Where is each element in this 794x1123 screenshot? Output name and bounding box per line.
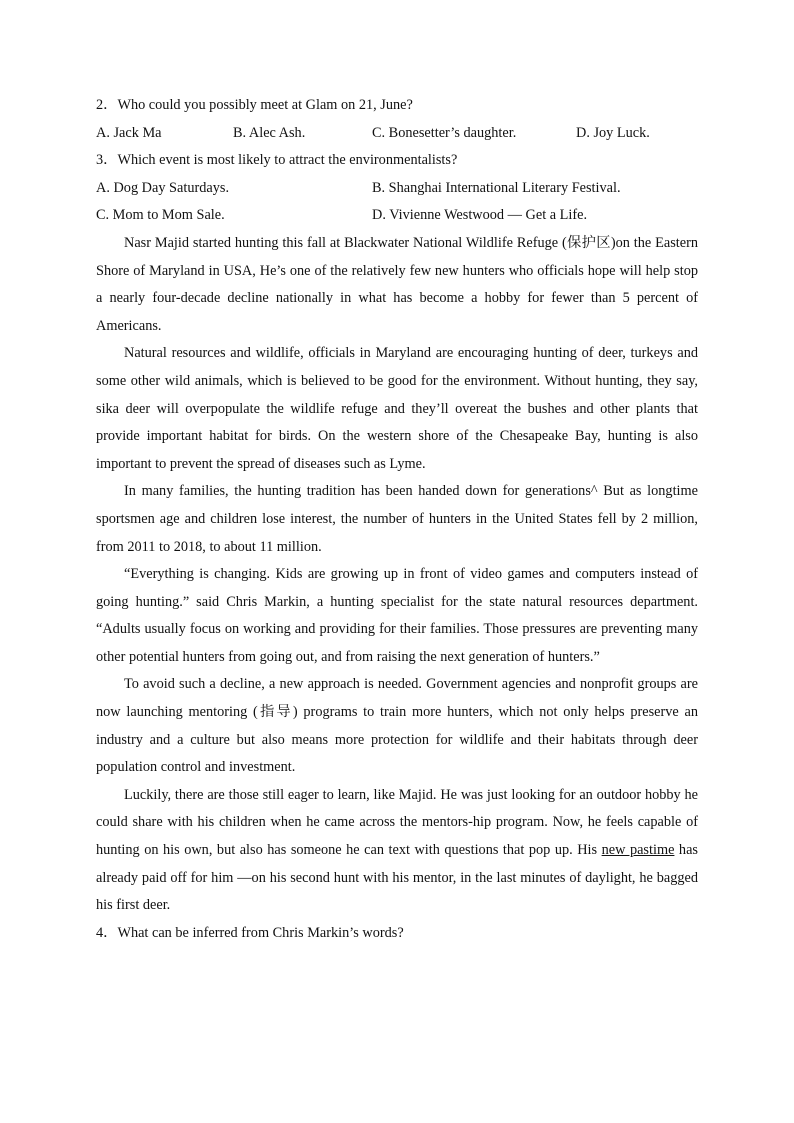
passage-paragraph-6: [96, 782, 698, 920]
q3-option-b: B. Shanghai International Literary Festival.: [372, 179, 621, 196]
q2-option-a: A. Jack Ma: [96, 124, 162, 141]
q2-option-c: C. Bonesetter’s daughter.: [372, 124, 517, 141]
passage-paragraph-5: To avoid such a decline, a new approach is needed. Government agencies and nonprofit groups are now launching mentoring (指导) programs to train more hunters, which not only helps preserve an industry and a culture but also means more protection for wildlife and their habitats through deer population control and investment.: [96, 676, 698, 776]
passage-paragraph-3: In many families, the hunting tradition has been handed down for generations^ But as longtime sportsmen age and children lose interest, the number of hunters in the United States fell by 2 million, from 2011 to 2018, to about 11 million.: [96, 483, 698, 555]
p6-text-after: has already paid off for him —on his second hunt with his mentor, in the last minutes of daylight, he bagged his first deer.: [96, 842, 698, 914]
question-4-stem: 4．What can be inferred from Chris Markin’s words?: [96, 924, 404, 941]
underlined-phrase: new pastime: [601, 842, 675, 859]
q3-option-a: A. Dog Day Saturdays.: [96, 179, 230, 196]
question-2-options: [96, 120, 698, 148]
q3-option-c: C. Mom to Mom Sale.: [96, 207, 225, 224]
q2-option-d: D. Joy Luck.: [576, 124, 650, 141]
question-3-options-row-1: [96, 175, 698, 203]
question-3-options-row-2: [96, 202, 698, 230]
q3-option-d: D. Vivienne Westwood — Get a Life.: [372, 207, 588, 224]
passage-paragraph-2: Natural resources and wildlife, officials in Maryland are encouraging hunting of deer, turkeys and some other wild animals, which is believed to be good for the environment. Without hunting, they say, sika deer will overpopulate the wildlife refuge and they’ll overeat the bushes and other plants that provide important habitat for birds. On the western shore of the Chesapeake Bay, hunting is also important to prevent the spread of diseases such as Lyme.: [96, 345, 698, 472]
exam-page: [96, 92, 698, 947]
passage-paragraph-4: “Everything is changing. Kids are growing up in front of video games and computers instead of going hunting.” said Chris Markin, a hunting specialist for the state natural resources department. “Adults usually focus on working and providing for their families. Those pressures are preventing many other potential hunters from going out, and from raising the next generation of hunters.”: [96, 566, 698, 665]
p6-text-before: Luckily, there are those still eager to learn, like Majid. He was just looking for an outdoor hobby he could share with his children when he came across the mentors-hip program. Now, he feels capable of hunting on his own, but also has someone he can text with questions that pop up. His: [96, 786, 698, 859]
question-2-stem: 2．Who could you possibly meet at Glam on 21, June?: [96, 97, 413, 113]
q2-option-b: B. Alec Ash.: [233, 124, 306, 141]
question-3-stem: 3．Which event is most likely to attract the environmentalists?: [96, 152, 458, 169]
passage-paragraph-1: Nasr Majid started hunting this fall at Blackwater National Wildlife Refuge (保护区)on the Eastern Shore of Maryland in USA, He’s one of the relatively few new hunters who officials hope will help stop a nearly four-decade decline nationally in what has become a hobby for fewer than 5 percent of Americans.: [96, 234, 698, 334]
